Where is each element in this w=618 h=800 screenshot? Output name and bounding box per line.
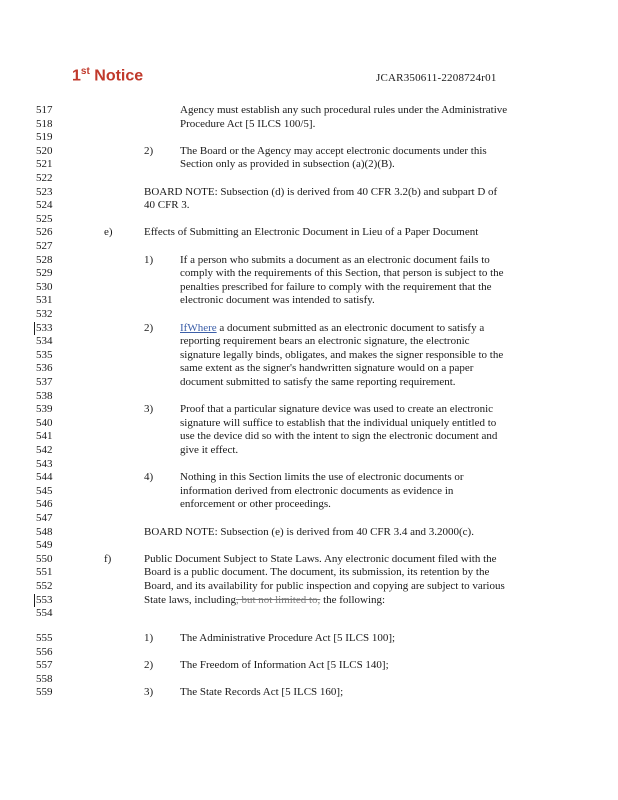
line-number: 529: [36, 267, 53, 280]
line-text: signature legally binds, obligates, and makes the signer responsible to the: [180, 348, 504, 361]
document-line: [0, 580, 566, 593]
line-text-rest: a document submitted as an electronic document to satisfy a: [216, 321, 485, 334]
line-number: 518: [36, 117, 53, 130]
line-number: 545: [36, 484, 53, 497]
item-label: 2): [144, 144, 154, 157]
document-line: [0, 539, 566, 552]
item-label: 1): [144, 632, 154, 644]
subsection-label: f): [104, 552, 112, 565]
line-number: 540: [36, 416, 53, 429]
line-text-start: State laws, including: [144, 593, 236, 606]
line-text: document submitted to satisfy the same reporting requirement.: [180, 376, 456, 388]
change-bar: [34, 594, 35, 607]
line-number: 557: [36, 659, 53, 672]
line-text: use the device did so with the intent to sign the electronic document and: [180, 430, 498, 443]
document-line: [0, 526, 566, 539]
line-number: 534: [36, 335, 53, 348]
line-number: 556: [36, 645, 53, 658]
document-line: [0, 145, 566, 158]
line-number: 522: [36, 172, 53, 184]
line-text: give it effect.: [180, 444, 239, 456]
line-number: 548: [36, 525, 53, 538]
line-text: Effects of Submitting an Electronic Document in Lieu of a Paper Document: [144, 226, 479, 239]
line-number: 537: [36, 376, 53, 388]
line-number: 517: [36, 104, 53, 116]
document-line: [0, 158, 566, 171]
document-line: [0, 498, 566, 511]
line-number: 530: [36, 280, 53, 293]
document-line: [0, 417, 566, 430]
line-number: 527: [36, 240, 53, 252]
document-line: [0, 471, 566, 484]
document-line: [0, 403, 566, 416]
document-line: [0, 267, 566, 280]
line-text: same extent as the signer's handwritten signature would on a paper: [180, 362, 474, 375]
line-text: Proof that a particular signature device was used to create an electronic: [180, 403, 494, 416]
line-number: 524: [36, 199, 53, 212]
document-line: [0, 659, 566, 672]
subsection-label: e): [104, 226, 113, 239]
change-bar: [34, 322, 35, 335]
line-number: 559: [36, 686, 53, 699]
line-number: 523: [36, 185, 53, 198]
document-line: [0, 594, 566, 607]
document-line: [0, 335, 566, 348]
line-number: 552: [36, 580, 53, 592]
notice-word: Notice: [89, 67, 144, 85]
item-label: 3): [144, 403, 154, 416]
line-text: Nothing in this Section limits the use of electronic documents or: [180, 471, 464, 484]
line-number: 549: [36, 539, 53, 552]
line-number: 547: [36, 512, 53, 524]
line-number: 550: [36, 552, 53, 565]
line-text: Board is a public document. The document, its submission, its retention by the: [144, 566, 490, 579]
line-text: [144, 594, 385, 607]
document-line: [0, 240, 566, 253]
document-line: [0, 199, 566, 212]
notice-suffix: st: [80, 66, 90, 77]
line-text: Agency must establish any such procedural rules under the Administrative: [180, 104, 508, 116]
document-line: [0, 349, 566, 362]
document-line: [0, 458, 566, 471]
document-line: [0, 294, 566, 307]
document-line: [0, 512, 566, 525]
line-number: 541: [36, 430, 53, 443]
document-line: [0, 607, 566, 620]
item-label: 4): [144, 471, 154, 484]
document-line: [0, 686, 566, 699]
item-label: 1): [144, 253, 154, 266]
document-code: JCAR350611-2208724r01: [376, 72, 497, 84]
line-number: 531: [36, 294, 53, 307]
document-line: [0, 485, 566, 498]
document-line: [0, 308, 566, 321]
line-number: 551: [36, 566, 53, 579]
line-number: 526: [36, 226, 53, 239]
document-line: [0, 254, 566, 267]
document-line: [0, 376, 566, 389]
line-text: Board, and its availability for public inspection and copying are subject to various: [144, 580, 505, 592]
line-number: 535: [36, 348, 53, 361]
document-line: [0, 646, 566, 659]
document-line: [0, 226, 566, 239]
line-text: reporting requirement bears an electronic signature, the electronic: [180, 335, 470, 348]
line-number: 520: [36, 144, 53, 157]
document-line: [0, 281, 566, 294]
document-line: [0, 131, 566, 144]
line-text: electronic document was intended to satisfy.: [180, 294, 375, 307]
document-line: [0, 322, 566, 335]
line-number: 536: [36, 362, 53, 375]
line-number: 519: [36, 131, 53, 144]
item-label: 3): [144, 686, 154, 699]
line-number: 528: [36, 253, 53, 266]
line-number: 521: [36, 158, 53, 171]
document-line: [0, 430, 566, 443]
document-line: [0, 566, 566, 579]
line-number: 538: [36, 389, 53, 402]
document-line: [0, 390, 566, 403]
line-number: 546: [36, 498, 53, 511]
document-line: [0, 172, 566, 185]
line-text: [180, 322, 484, 335]
item-label: 2): [144, 321, 154, 334]
line-number: 542: [36, 444, 53, 456]
line-text: comply with the requirements of this Section, that person is subject to the: [180, 267, 504, 280]
line-number: 558: [36, 672, 53, 685]
line-number: 532: [36, 308, 53, 320]
line-text: Procedure Act [5 ILCS 100/5].: [180, 117, 316, 130]
document-line: [0, 362, 566, 375]
line-number: 533: [36, 321, 53, 334]
line-number: 553: [36, 593, 53, 606]
line-text: The Administrative Procedure Act [5 ILCS 100];: [180, 632, 396, 644]
line-text: enforcement or other proceedings.: [180, 498, 331, 511]
line-text: The Board or the Agency may accept electronic documents under this: [180, 144, 487, 157]
deleted-text: , but not limited to,: [235, 593, 321, 606]
line-text: information derived from electronic documents as evidence in: [180, 484, 454, 497]
document-line: [0, 104, 566, 117]
document-line: [0, 444, 566, 457]
line-text: signature will suffice to establish that the individual uniquely entitled to: [180, 416, 497, 429]
line-text: penalties prescribed for failure to comply with the requirement that the: [180, 280, 492, 293]
line-text-end: the following:: [320, 593, 386, 606]
line-text: Public Document Subject to State Laws. Any electronic document filed with the: [144, 552, 497, 565]
line-number: 543: [36, 457, 53, 470]
line-number: 525: [36, 212, 53, 225]
document-line: [0, 186, 566, 199]
notice-number: 1: [72, 67, 81, 85]
inserted-text: IfWhere: [180, 321, 217, 334]
line-text: BOARD NOTE: Subsection (e) is derived from 40 CFR 3.4 and 3.2000(c).: [144, 525, 474, 538]
document-line: [0, 553, 566, 566]
line-text: The State Records Act [5 ILCS 160];: [180, 686, 344, 699]
notice-heading: [72, 66, 143, 85]
line-text: 40 CFR 3.: [144, 199, 190, 212]
line-text: Section only as provided in subsection (a)(2)(B).: [180, 158, 395, 171]
document-line: [0, 632, 566, 645]
line-text: The Freedom of Information Act [5 ILCS 140];: [180, 659, 389, 672]
line-number: 554: [36, 607, 53, 620]
line-number: 555: [36, 632, 53, 644]
line-number: 539: [36, 403, 53, 416]
item-label: 2): [144, 659, 154, 672]
document-line: [0, 118, 566, 131]
line-number: 544: [36, 471, 53, 484]
line-text: BOARD NOTE: Subsection (d) is derived from 40 CFR 3.2(b) and subpart D of: [144, 185, 498, 198]
line-text: If a person who submits a document as an electronic document fails to: [180, 253, 490, 266]
document-line: [0, 673, 566, 686]
document-line: [0, 213, 566, 226]
